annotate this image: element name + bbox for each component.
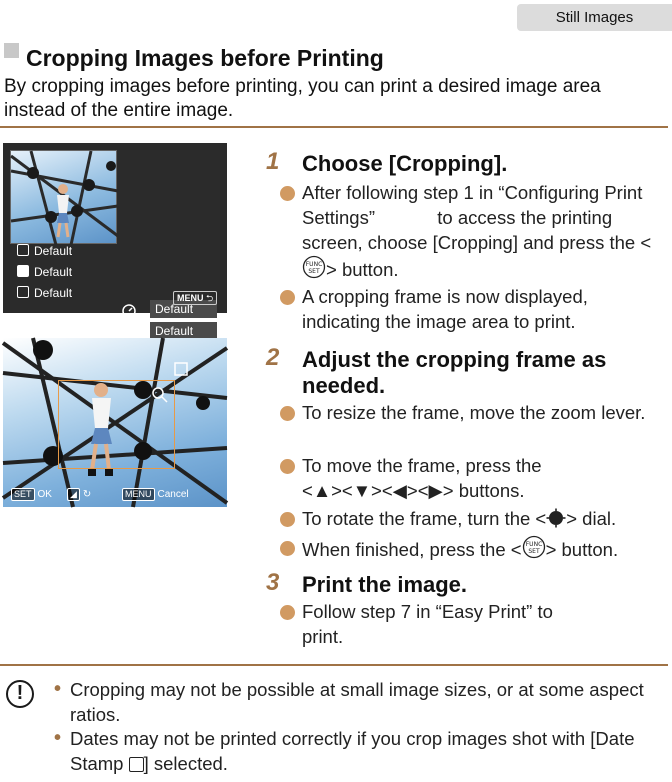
bullet-dot	[280, 512, 295, 527]
set-key: SET	[11, 488, 35, 501]
step-1-bullet-1-pre: After following step 1 in “Configuring Print Settings”	[302, 182, 643, 228]
left-setting-2	[17, 264, 72, 280]
note-bullet: •	[54, 727, 62, 749]
set-ok-label: OK	[37, 489, 52, 500]
left-setting-1	[17, 243, 72, 259]
title-marker	[4, 43, 19, 58]
rotate-hint	[67, 488, 91, 501]
setting-value-1[interactable]: Default	[150, 300, 217, 318]
step-2-bullet-1: To resize the frame, move the zoom lever.	[302, 402, 646, 423]
bullet-dot	[280, 406, 295, 421]
step-1-bullet-1-post: to access the printing screen, choose [Cropping] and press the <	[302, 207, 652, 253]
step-2-number: 2	[266, 344, 280, 371]
right-arrow-icon: ▶	[428, 480, 443, 501]
down-arrow-icon: ▼	[352, 480, 372, 501]
paper-size-icon	[17, 244, 29, 256]
step-2-bullet-4-pre: When finished, press the <	[302, 539, 522, 560]
menu-key-label: MENU	[177, 293, 204, 303]
bullet-dot	[280, 459, 295, 474]
step-3-number: 3	[266, 569, 280, 596]
rotate-frame-icon: ↻	[82, 489, 92, 500]
cancel-label: Cancel	[157, 489, 189, 500]
step-2-bullet-3-pre: To rotate the frame, turn the <	[302, 508, 547, 529]
step-2-bullet-3	[302, 506, 668, 531]
page-title: Cropping Images before Printing	[26, 45, 384, 71]
left-setting-3	[17, 285, 72, 301]
left-arrow-icon: ◀	[392, 480, 407, 501]
left-setting-2-label: Default	[34, 265, 73, 279]
func-set-icon	[522, 535, 546, 559]
func-set-icon	[302, 255, 326, 279]
step-1-bullet-1	[302, 180, 668, 282]
menu-return-button[interactable]	[173, 291, 217, 305]
step-1-heading: Choose [Cropping].	[302, 151, 508, 176]
step-1-number: 1	[266, 148, 280, 175]
step-1-bullet-2: A cropping frame is now displayed, indicating the image area to print.	[302, 286, 588, 332]
step-2-bullet-2-post: buttons.	[458, 480, 525, 501]
note-1: Cropping may not be possible at small image sizes, or at some aspect ratios.	[70, 679, 644, 725]
note-2-post: ] selected.	[143, 753, 228, 774]
notes-divider	[0, 664, 668, 666]
bullet-dot	[280, 605, 295, 620]
control-dial-icon	[546, 508, 566, 528]
layout-icon	[17, 286, 29, 298]
preview-photo	[10, 150, 117, 244]
up-arrow-icon: ▲	[312, 480, 332, 501]
menu-key: MENU	[122, 488, 155, 501]
step-2-bullet-4	[302, 535, 668, 562]
left-setting-1-label: Default	[34, 244, 73, 258]
caution-icon: !	[6, 680, 34, 708]
note-bullet: •	[54, 678, 62, 700]
section-tab: Still Images	[517, 4, 672, 31]
jungle-gym-picture	[11, 151, 118, 245]
cropping-screen	[3, 338, 227, 507]
func-label-top: FUNC	[525, 541, 542, 548]
mountain-icon: ◢	[67, 488, 80, 501]
func-label-bottom: SET	[527, 548, 540, 555]
print-settings-screen	[3, 143, 227, 338]
setting-value-2[interactable]: Default	[150, 322, 217, 340]
section-divider	[0, 126, 668, 128]
paper-type-icon	[17, 265, 29, 277]
step-2-bullet-2: To move the frame, press the <▲><▼><◀><▶> buttons.	[302, 455, 542, 501]
step-3-bullet-1: Follow step 7 in “Easy Print” to print.	[302, 601, 553, 647]
step-1-bullet-1-post2: > button.	[326, 259, 399, 280]
note-2-pre: Dates may not be printed correctly if you crop images shot with [Date Stamp	[70, 728, 635, 774]
note-2	[70, 726, 660, 776]
set-ok-hint	[11, 488, 52, 501]
step-3-heading: Print the image.	[302, 572, 468, 597]
step-2-heading: Adjust the cropping frame as needed.	[302, 347, 607, 398]
bullet-dot	[280, 541, 295, 556]
step-2-bullet-2-pre: To move the frame, press the	[302, 455, 542, 476]
return-icon: ⮌	[206, 293, 214, 303]
step-2-bullet-4-post: > button.	[545, 539, 619, 560]
crop-frame[interactable]	[58, 380, 175, 469]
date-stamp-icon	[129, 757, 144, 772]
step-2-bullet-3-post: > dial.	[566, 508, 617, 529]
intro-text: By cropping images before printing, you can print a desired image area instead of the entire image.	[4, 76, 601, 121]
menu-cancel-hint	[122, 488, 189, 501]
timer-icon	[121, 302, 137, 318]
func-label-top: FUNC	[305, 261, 323, 268]
left-setting-3-label: Default	[34, 286, 73, 300]
bullet-dot	[280, 290, 295, 305]
func-label-bottom: SET	[308, 268, 320, 275]
bullet-dot	[280, 186, 295, 201]
